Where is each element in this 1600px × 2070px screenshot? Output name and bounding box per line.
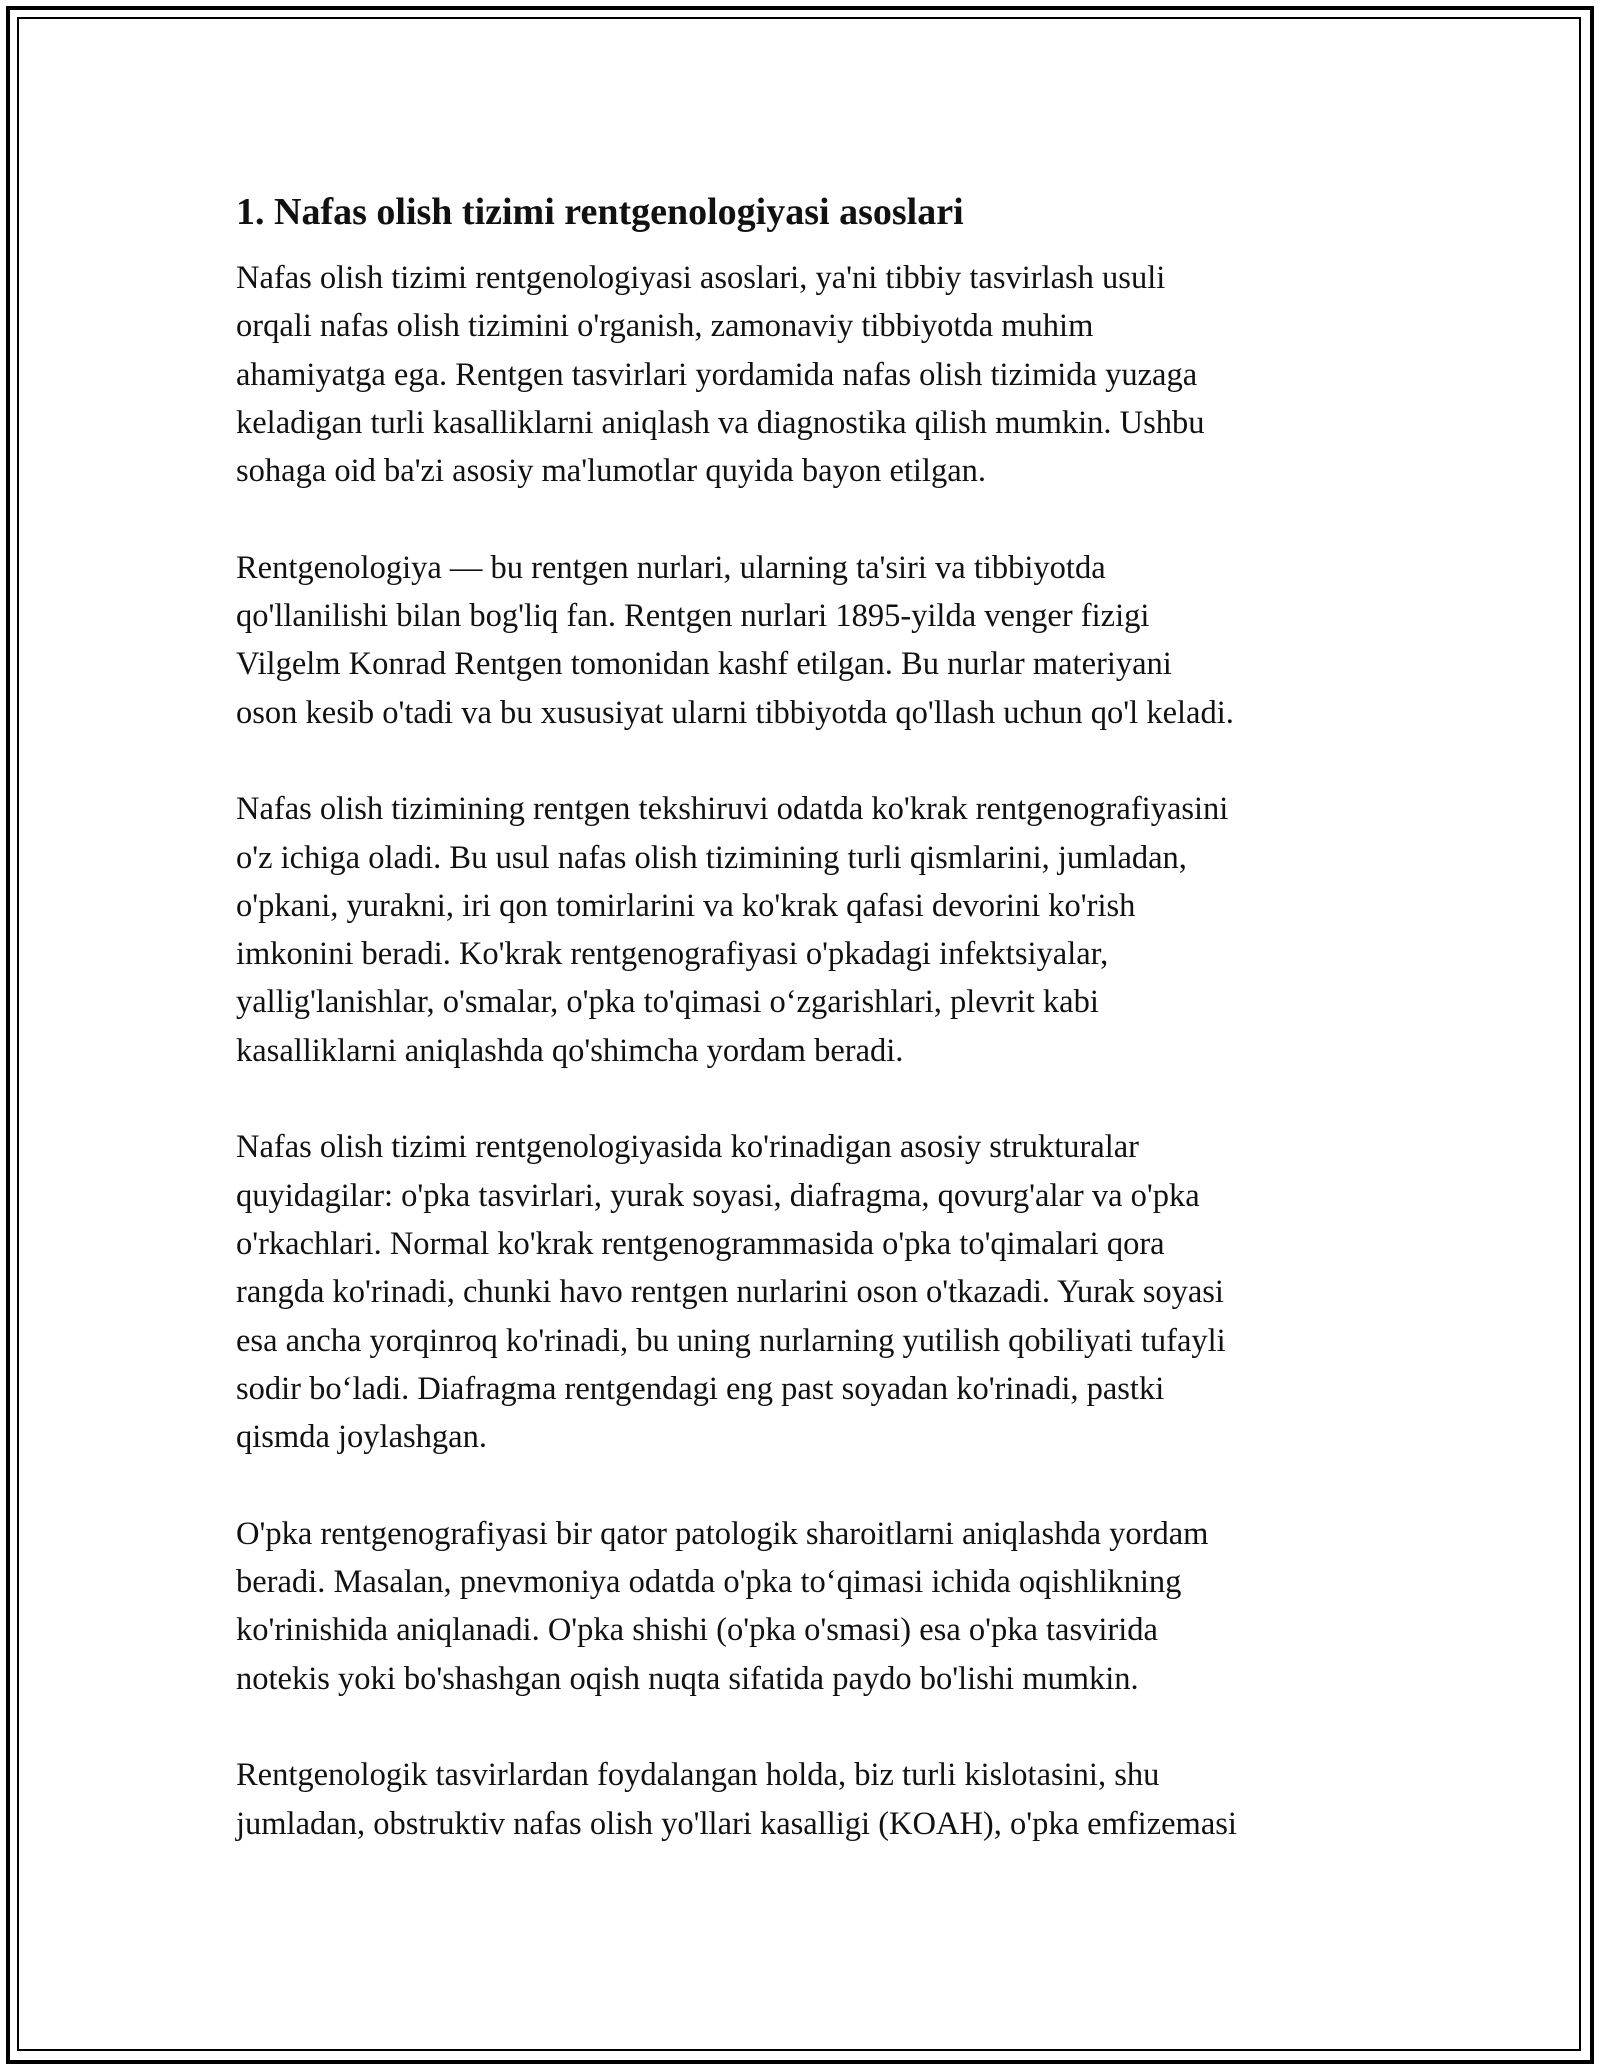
text-line: notekis yoki bo'shashgan oqish nuqta sifatida paydo bo'lishi mumkin.	[236, 1660, 1139, 1697]
text-line: Vilgelm Konrad Rentgen tomonidan kashf etilgan. Bu nurlar materiyani	[236, 646, 1172, 683]
text-line: rangda ko'rinadi, chunki havo rentgen nurlarini oson o'tkazadi. Yurak soyasi	[236, 1274, 1224, 1311]
text-line: keladigan turli kasalliklarni aniqlash va diagnostika qilish mumkin. Ushbu	[236, 404, 1205, 441]
text-line: esa ancha yorqinroq ko'rinadi, bu uning nurlarning yutilish qobiliyati tufayli	[236, 1322, 1226, 1359]
text-line: orqali nafas olish tizimini o'rganish, zamonaviy tibbiyotda muhim	[236, 308, 1094, 345]
text-line: sohaga oid ba'zi asosiy ma'lumotlar quyida bayon etilgan.	[236, 453, 987, 490]
text-line: ko'rinishida aniqlanadi. O'pka shishi (o'pka o'smasi) esa o'pka tasvirida	[236, 1612, 1158, 1649]
text-line: oson kesib o'tadi va bu xususiyat ularni tibbiyotda qo'llash uchun qo'l keladi.	[236, 694, 1234, 731]
text-line: quyidagilar: o'pka tasvirlari, yurak soyasi, diafragma, qovurg'alar va o'pka	[236, 1177, 1200, 1214]
text-line: imkonini beradi. Ko'krak rentgenografiyasi o'pkadagi infektsiyalar,	[236, 936, 1109, 973]
text-line: Rentgenologiya — bu rentgen nurlari, ularning ta'siri va tibbiyotda	[236, 549, 1106, 586]
paragraph-diseases	[236, 1751, 1376, 1848]
text-line: O'pka rentgenografiyasi bir qator patologik sharoitlarni aniqlashda yordam	[236, 1515, 1209, 1552]
section-title: 1. Nafas olish tizimi rentgenologiyasi asoslari	[236, 191, 964, 233]
paragraph-pathology	[236, 1510, 1376, 1703]
text-line: o'rkachlari. Normal ko'krak rentgenogrammasida o'pka to'qimalari qora	[236, 1225, 1165, 1262]
text-line: jumladan, obstruktiv nafas olish yo'llari kasalligi (KOAH), o'pka emfizemasi	[236, 1805, 1237, 1842]
text-line: Rentgenologik tasvirlardan foydalangan holda, biz turli kislotasini, shu	[236, 1757, 1160, 1794]
text-line: kasalliklarni aniqlashda qo'shimcha yordam beradi.	[236, 1032, 904, 1069]
text-line: o'z ichiga oladi. Bu usul nafas olish tizimining turli qismlarini, jumladan,	[236, 839, 1187, 876]
text-line: Nafas olish tizimining rentgen tekshiruvi odatda ko'krak rentgenografiyasini	[236, 791, 1229, 828]
text-line: o'pkani, yurakni, iri qon tomirlarini va ko'krak qafasi devorini ko'rish	[236, 887, 1136, 924]
text-line: qo'llanilishi bilan bog'liq fan. Rentgen nurlari 1895-yilda venger fizigi	[236, 598, 1150, 635]
text-line: sodir bo‘ladi. Diafragma rentgendagi eng past soyadan ko'rinadi, pastki	[236, 1370, 1165, 1407]
text-line: qismda joylashgan.	[236, 1419, 487, 1456]
paragraph-structures	[236, 1123, 1376, 1461]
text-line: Nafas olish tizimi rentgenologiyasida ko'rinadigan asosiy strukturalar	[236, 1129, 1140, 1166]
paragraph-radiology-definition	[236, 544, 1376, 737]
text-line: yallig'lanishlar, o'smalar, o'pka to'qimasi o‘zgarishlari, plevrit kabi	[236, 984, 1099, 1021]
text-line: ahamiyatga ega. Rentgen tasvirlari yordamida nafas olish tizimida yuzaga	[236, 356, 1198, 393]
document-body	[236, 184, 1376, 1896]
text-line: beradi. Masalan, pnevmoniya odatda o'pka to‘qimasi ichida oqishlikning	[236, 1564, 1182, 1601]
text-line: Nafas olish tizimi rentgenologiyasi asoslari, ya'ni tibbiy tasvirlash usuli	[236, 260, 1166, 296]
paragraph-chest-xray	[236, 785, 1376, 1075]
paragraph-intro	[236, 254, 1376, 495]
